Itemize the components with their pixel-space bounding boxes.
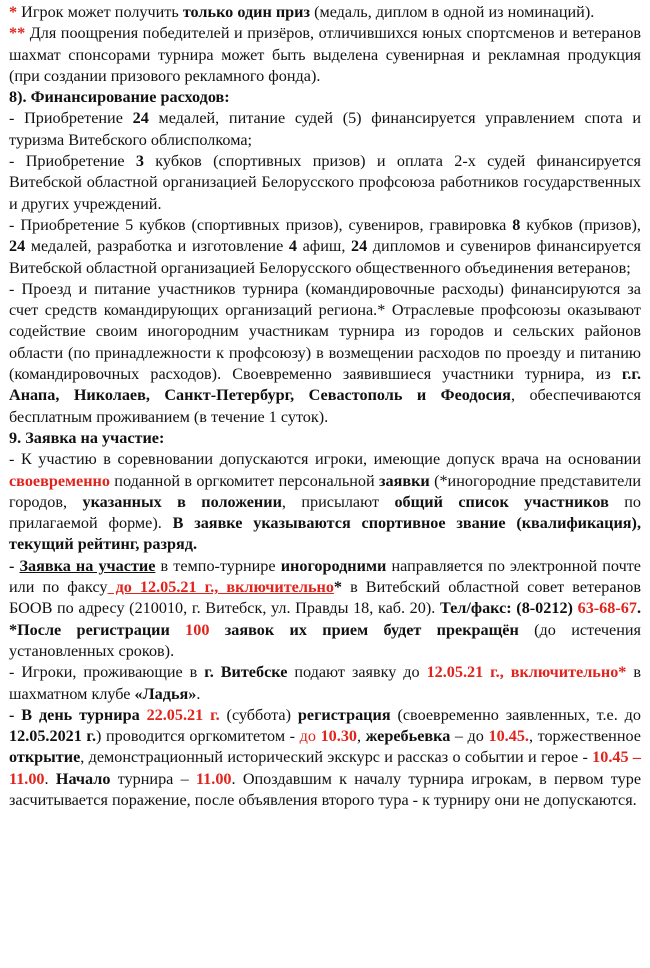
application-rule-3: - Игроки, проживающие в г. Витебске подают заявку до 12.05.21 г., включительно* в шахматном клубе «Ладья». (9, 663, 641, 703)
section-9-heading: 9. Заявка на участие: (9, 428, 165, 447)
financing-item-3: - Приобретение 5 кубков (спортивных призов), сувениров, гравировка 8 кубков (призов), 24 медалей, разработка и изготовление 4 афиш, 24 дипломов и сувениров финансируется Витебской областной организацией Белорусского общественного объединения ветеранов; (9, 215, 641, 277)
application-rule-4: - В день турнира 22.05.21 г. (суббота) регистрация (своевременно заявленных, т.е. до 12.05.2021 г.) проводится оргкомитетом - до 10.30, жеребьевка – до 10.45., торжественное открытие, демонстрационный исторический экскурс и рассказ о событии и герое - 10.45 – 11.00. Начало турнира – 11.00. Опоздавшим к началу турнира игрокам, в первом туре засчитывается поражение, после объявления второго тура - к турниру они не допускаются. (9, 705, 642, 809)
prize-note-2: ** Для поощрения победителей и призёров, отличившихся юных спортсменов и ветеранов шахмат спонсорами турнира может быть выделена сувенирная и рекламная продукция (при создании призового рекламного фонда). (9, 24, 641, 85)
double-asterisk-mark: ** (9, 24, 26, 43)
deadline-date: до 12.05.21 г., включительно (107, 578, 334, 597)
prize-note-1: * Игрок может получить только один приз (медаль, диплом в одной из номинаций). (9, 3, 595, 21)
financing-item-4: - Проезд и питание участников турнира (командировочные расходы) финансируются за счет средств командирующих организаций региона.* Отраслевые профсоюзы оказывают содействие своим иногородним участникам турнира из городов и сельских районов области (по принадлежности к профсоюзу) в возмещении расходов по проезду и питанию (командировочных расходов). Своевременно заявившиеся участники турнира, из г.г. Анапа, Николаев, Санкт-Петербург, Севастополь и Феодосия, обеспечиваются бесплатным проживанием (в течение 1 суток). (9, 279, 641, 426)
section-8-heading: 8). Финансирование расходов: (9, 88, 230, 107)
asterisk-mark: * (9, 3, 18, 21)
document-page (9, 2, 641, 811)
financing-item-2: - Приобретение 3 кубков (спортивных призов) и оплата 2-х судей финансируется Витебской областной организацией Белорусского профсоюза работников государственных и других учреждений. (9, 152, 641, 213)
application-rule-1: - К участию в соревновании допускаются игроки, имеющие допуск врача на основании своевременно поданной в оргкомитет персональной заявки (*иногородние представители городов, указанных в положении, присылают общий список участников по прилагаемой форме). В заявке указываются спортивное звание (квалификация), текущий рейтинг, разряд. (9, 450, 641, 554)
fax-number: 63-68-67 (577, 599, 637, 618)
application-rule-2: - Заявка на участие в темпо-турнире иногородними направляется по электронной почте или по факсу до 12.05.21 г., включительно* в Витебский областной совет ветеранов БООВ по адресу (210010, г. Витебск, ул. Правды 18, каб. 20). Тел/факс: (8-0212) 63-68-67. *После регистрации 100 заявок их прием будет прекращён (до истечения установленных сроков). (9, 556, 641, 660)
financing-item-1: - Приобретение 24 медалей, питание судей (5) финансируется управлением спота и туризма Витебского облисполкома; (9, 109, 642, 149)
